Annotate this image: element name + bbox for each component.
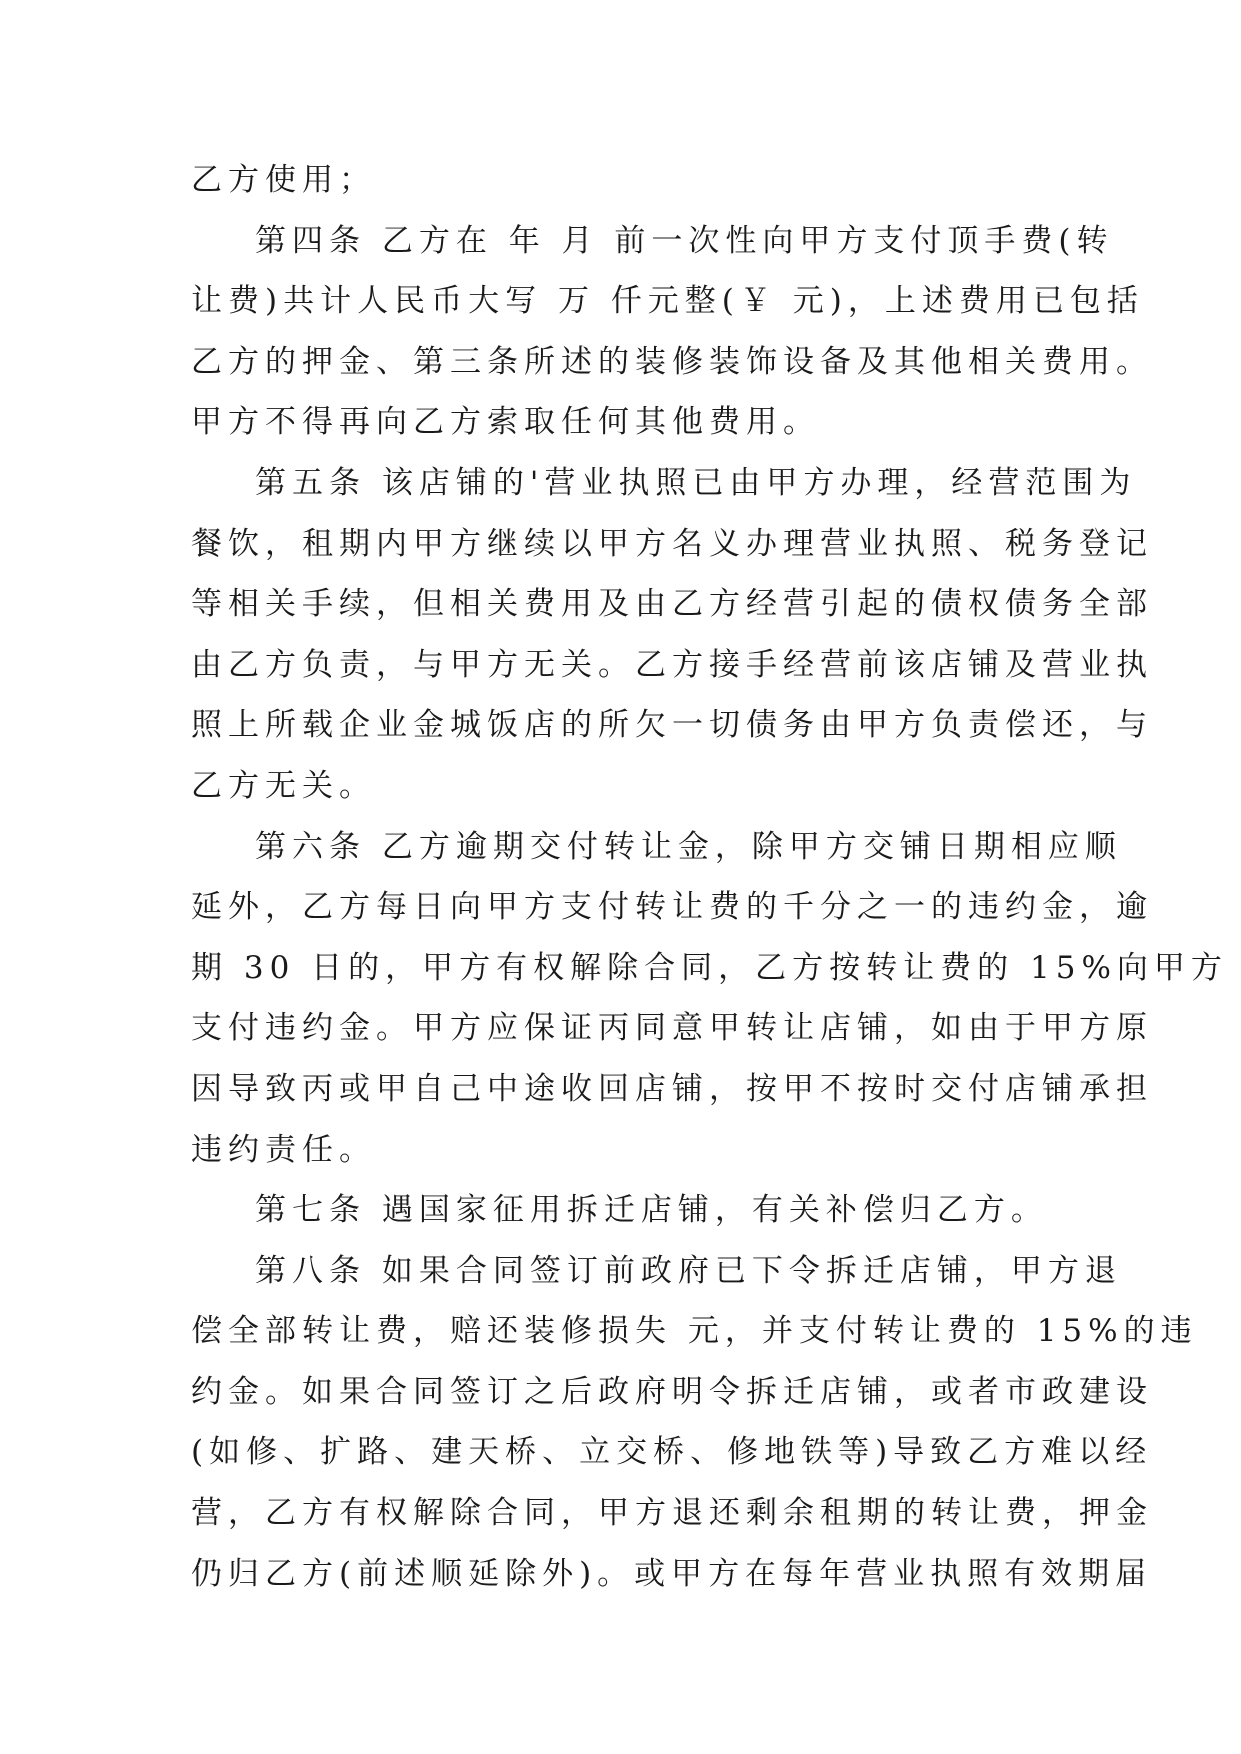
text-line: 偿全部转让费，赔还装修损失 元，并支付转让费的 15%的违 — [191, 1313, 1198, 1350]
text-line: 乙方无关。 — [191, 767, 376, 804]
text-line: 约金。如果合同签订之后政府明令拆迁店铺，或者市政建设 — [191, 1373, 1153, 1410]
text-line: 营，乙方有权解除合同，甲方退还剩余租期的转让费，押金 — [191, 1495, 1153, 1532]
text-line: 支付违约金。甲方应保证丙同意甲转让店铺，如由于甲方原 — [191, 1010, 1153, 1047]
text-line: 因导致丙或甲自己中途收回店铺，按甲不按时交付店铺承担 — [191, 1070, 1153, 1107]
article-6-start: 第六条 乙方逾期交付转让金，除甲方交铺日期相应顺 — [255, 828, 1122, 865]
text-line: 期 30 日的，甲方有权解除合同，乙方按转让费的 15%向甲方 — [191, 949, 1228, 986]
text-line: 乙方的押金、第三条所述的装修装饰设备及其他相关费用。 — [191, 343, 1153, 380]
text-line: 甲方不得再向乙方索取任何其他费用。 — [191, 404, 820, 441]
text-line: 仍归乙方(前述顺延除外)。或甲方在每年营业执照有效期届 — [191, 1555, 1153, 1592]
article-8-start: 第八条 如果合同签订前政府已下令拆迁店铺，甲方退 — [255, 1252, 1122, 1289]
text-line: 让费)共计人民币大写 万 仟元整(￥ 元)，上述费用已包括 — [191, 283, 1144, 320]
text-line: 等相关手续，但相关费用及由乙方经营引起的债权债务全部 — [191, 586, 1153, 623]
text-line: 延外，乙方每日向甲方支付转让费的千分之一的违约金，逾 — [191, 889, 1153, 926]
document-body — [191, 150, 1228, 1604]
article-5-start: 第五条 该店铺的'营业执照已由甲方办理，经营范围为 — [255, 464, 1137, 501]
text-line: 违约责任。 — [191, 1131, 376, 1168]
text-line: 照上所载企业金城饭店的所欠一切债务由甲方负责偿还，与 — [191, 707, 1153, 744]
article-4-start: 第四条 乙方在 年 月 前一次性向甲方支付顶手费(转 — [255, 222, 1114, 259]
text-line: 由乙方负责，与甲方无关。乙方接手经营前该店铺及营业执 — [191, 646, 1153, 683]
text-line: (如修、扩路、建天桥、立交桥、修地铁等)导致乙方难以经 — [191, 1434, 1153, 1471]
text-line: 餐饮，租期内甲方继续以甲方名义办理营业执照、税务登记 — [191, 525, 1153, 562]
text-line: 乙方使用； — [191, 162, 376, 198]
article-7: 第七条 遇国家征用拆迁店铺，有关补偿归乙方。 — [255, 1192, 1048, 1229]
